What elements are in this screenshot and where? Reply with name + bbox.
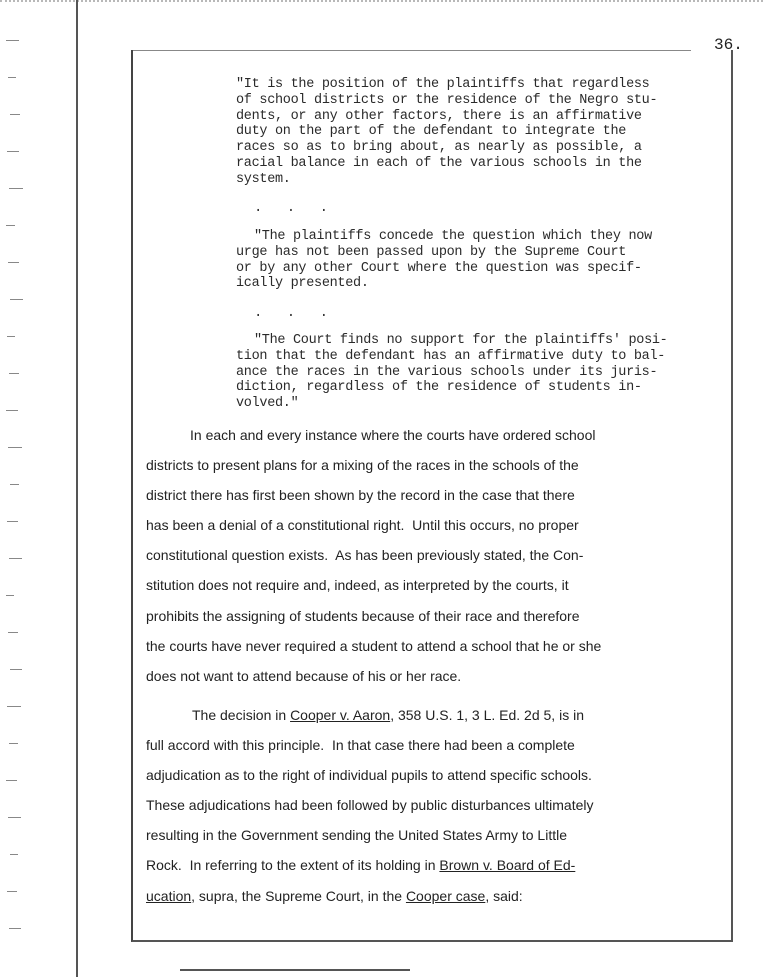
quote-line: "It is the position of the plaintiffs that regardless — [236, 77, 650, 92]
margin-tick — [8, 447, 22, 448]
quote-line: ance the races in the various schools under its juris- — [236, 364, 658, 380]
margin-tick — [9, 928, 21, 929]
paragraph-2 — [146, 700, 706, 911]
case-citation: ucation — [146, 887, 192, 904]
margin-tick — [9, 188, 23, 189]
ellipsis-2: . . . — [254, 305, 337, 321]
text-run: , supra, the Supreme Court, in the — [191, 887, 406, 904]
margin-tick — [10, 114, 20, 115]
body-line: districts to present plans for a mixing of the races in the schools of the — [146, 457, 579, 474]
ellipsis-1: . . . — [254, 200, 337, 216]
page-number: 36. — [714, 36, 743, 54]
text-run: , said: — [485, 887, 523, 904]
left-margin-marks — [0, 0, 80, 977]
body-line: has been a denial of a constitutional right. Until this occurs, no proper — [146, 517, 579, 534]
quote-line: of school districts or the residence of the Negro stu- — [236, 92, 658, 108]
margin-tick — [6, 40, 19, 41]
body-line: does not want to attend because of his or her race. — [146, 667, 462, 684]
quote-block-1 — [236, 77, 658, 188]
quote-block-2 — [236, 229, 652, 292]
margin-tick — [8, 262, 19, 263]
body-line: resulting in the Government sending the United States Army to Little — [146, 827, 568, 844]
quote-line: volved." — [236, 396, 299, 412]
quote-block-3 — [236, 333, 668, 412]
quote-line: urge has not been passed upon by the Supreme Court — [236, 244, 627, 260]
body-line — [146, 881, 706, 911]
body-line: stitution does not require and, indeed, as interpreted by the courts, it — [146, 577, 569, 594]
body-line: In each and every instance where the courts have ordered school — [190, 427, 596, 443]
body-line — [146, 850, 706, 880]
margin-tick — [9, 558, 22, 559]
body-line: full accord with this principle. In that case there had been a complete — [146, 737, 575, 754]
margin-tick — [9, 373, 19, 374]
page-top-edge — [0, 0, 763, 2]
paragraph-1 — [146, 420, 706, 691]
margin-tick — [7, 151, 19, 152]
text-run: , 358 U.S. 1, 3 L. Ed. 2d 5, is in — [390, 707, 584, 723]
body-line: These adjudications had been followed by public disturbances ultimately — [146, 797, 594, 814]
margin-tick — [6, 595, 14, 596]
case-citation: Cooper case — [405, 887, 486, 904]
quote-line: or by any other Court where the question was specif- — [236, 260, 642, 276]
body-line: district there has first been shown by the record in the case that there — [146, 487, 575, 504]
margin-tick — [10, 299, 23, 300]
bottom-rule — [180, 969, 410, 971]
quote-line: racial balance in each of the various schools in the — [236, 155, 642, 171]
margin-tick — [6, 410, 18, 411]
quote-line: system. — [236, 171, 291, 187]
margin-tick — [7, 706, 21, 707]
body-line: constitutional question exists. As has been previously stated, the Con- — [146, 547, 584, 564]
text-run: Rock. In referring to the extent of its holding in — [146, 857, 440, 874]
quote-line: duty on the part of the defendant to integrate the — [236, 124, 627, 140]
case-citation: Brown v. Board of Ed- — [439, 857, 576, 874]
body-line: the courts have never required a student to attend a school that he or she — [146, 637, 602, 654]
margin-tick — [7, 336, 15, 337]
quote-line: diction, regardless of the residence of students in- — [236, 380, 642, 396]
margin-tick — [9, 743, 18, 744]
quote-line: ically presented. — [236, 276, 369, 292]
quote-line: races so as to bring about, as nearly as possible, a — [236, 140, 642, 156]
body-line: prohibits the assigning of students because of their race and therefore — [146, 607, 580, 624]
margin-tick — [7, 521, 18, 522]
quote-line: "The plaintiffs concede the question which they now — [254, 229, 652, 244]
quote-line: tion that the defendant has an affirmative duty to bal- — [236, 348, 666, 364]
margin-tick — [8, 77, 16, 78]
margin-tick — [8, 817, 21, 818]
case-citation: Cooper v. Aaron — [290, 707, 391, 723]
margin-tick — [7, 891, 17, 892]
body-line — [146, 700, 706, 730]
margin-tick — [10, 854, 18, 855]
margin-tick — [8, 632, 18, 633]
quote-line: dents, or any other factors, there is an affirmative — [236, 108, 642, 124]
margin-tick — [10, 484, 19, 485]
margin-tick — [10, 669, 22, 670]
text-run: The decision in — [192, 707, 291, 723]
margin-tick — [6, 225, 15, 226]
quote-line: "The Court finds no support for the plaintiffs' posi- — [254, 333, 668, 348]
body-line: adjudication as to the right of individual pupils to attend specific schools. — [146, 767, 592, 784]
margin-tick — [6, 780, 17, 781]
